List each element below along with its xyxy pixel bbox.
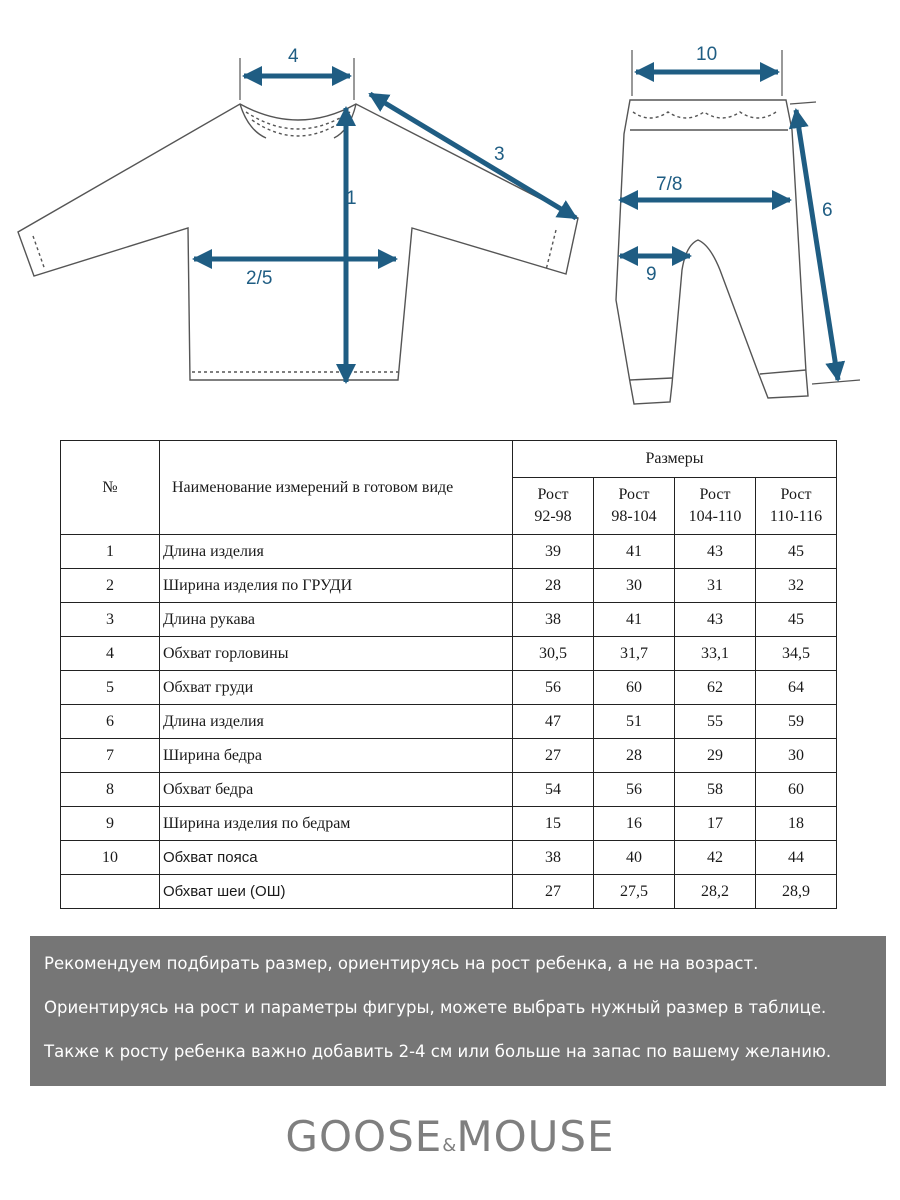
note-line: Ориентируясь на рост и параметры фигуры, можете выбрать нужный размер в таблице.	[44, 998, 827, 1017]
row-value: 29	[675, 739, 756, 773]
table-row	[61, 603, 837, 637]
row-value: 15	[513, 807, 594, 841]
row-value: 59	[756, 705, 837, 739]
note-line: Также к росту ребенка важно добавить 2-4 см или больше на запас по вашему желанию.	[44, 1042, 832, 1061]
row-value: 41	[594, 535, 675, 569]
row-name: Обхват пояса	[160, 841, 513, 875]
row-value: 27	[513, 739, 594, 773]
label-1: 1	[346, 188, 357, 209]
row-number: 1	[61, 535, 160, 569]
brand-logo	[0, 1112, 900, 1161]
row-name: Ширина бедра	[160, 739, 513, 773]
row-value: 17	[675, 807, 756, 841]
label-10: 10	[696, 44, 718, 65]
row-value: 43	[675, 603, 756, 637]
size-table	[60, 440, 837, 909]
header-name: Наименование измерений в готовом виде	[160, 441, 513, 535]
row-number: 3	[61, 603, 160, 637]
row-value: 60	[594, 671, 675, 705]
row-value: 31	[675, 569, 756, 603]
row-name: Длина рукава	[160, 603, 513, 637]
row-value: 51	[594, 705, 675, 739]
label-7-8: 7/8	[656, 174, 683, 195]
row-value: 64	[756, 671, 837, 705]
row-value: 18	[756, 807, 837, 841]
row-name: Обхват бедра	[160, 773, 513, 807]
table-row	[61, 671, 837, 705]
row-name: Обхват горловины	[160, 637, 513, 671]
row-value: 56	[513, 671, 594, 705]
row-value: 28,2	[675, 875, 756, 909]
row-value: 62	[675, 671, 756, 705]
label-3: 3	[494, 144, 505, 165]
row-value: 32	[756, 569, 837, 603]
garment-measurement-diagram	[0, 0, 900, 420]
dimension-arrows	[194, 72, 838, 382]
row-value: 28,9	[756, 875, 837, 909]
arrow-3	[370, 94, 576, 218]
row-value: 40	[594, 841, 675, 875]
header-size-col: Рост 104-110	[675, 478, 756, 535]
table-row	[61, 569, 837, 603]
row-value: 43	[675, 535, 756, 569]
row-value: 60	[756, 773, 837, 807]
label-2-5: 2/5	[246, 268, 273, 289]
label-9: 9	[646, 264, 657, 285]
row-name: Обхват груди	[160, 671, 513, 705]
row-value: 34,5	[756, 637, 837, 671]
brand-right: MOUSE	[456, 1112, 615, 1161]
row-number: 9	[61, 807, 160, 841]
row-value: 28	[594, 739, 675, 773]
row-value: 45	[756, 535, 837, 569]
row-number: 7	[61, 739, 160, 773]
table-row	[61, 637, 837, 671]
row-value: 38	[513, 603, 594, 637]
label-6: 6	[822, 200, 833, 221]
row-value: 47	[513, 705, 594, 739]
row-value: 55	[675, 705, 756, 739]
table-row	[61, 875, 837, 909]
header-size-col: Рост 92-98	[513, 478, 594, 535]
table-row	[61, 807, 837, 841]
row-number	[61, 875, 160, 909]
row-name: Ширина изделия по ГРУДИ	[160, 569, 513, 603]
row-name: Длина изделия	[160, 705, 513, 739]
row-value: 44	[756, 841, 837, 875]
row-number: 2	[61, 569, 160, 603]
row-number: 6	[61, 705, 160, 739]
row-value: 30,5	[513, 637, 594, 671]
row-number: 8	[61, 773, 160, 807]
table-row	[61, 841, 837, 875]
label-4: 4	[288, 46, 299, 67]
table-row	[61, 773, 837, 807]
header-size-col: Рост 98-104	[594, 478, 675, 535]
table-row	[61, 705, 837, 739]
row-value: 38	[513, 841, 594, 875]
note-line: Рекомендуем подбирать размер, ориентируясь на рост ребенка, а не на возраст.	[44, 954, 759, 973]
row-value: 39	[513, 535, 594, 569]
table-row	[61, 739, 837, 773]
row-number: 10	[61, 841, 160, 875]
row-name: Длина изделия	[160, 535, 513, 569]
row-name: Обхват шеи (ОШ)	[160, 875, 513, 909]
row-value: 42	[675, 841, 756, 875]
row-name: Ширина изделия по бедрам	[160, 807, 513, 841]
row-number: 4	[61, 637, 160, 671]
header-sizes: Размеры	[513, 441, 837, 478]
row-value: 58	[675, 773, 756, 807]
brand-ampersand: &	[442, 1135, 457, 1156]
pants-drawing	[616, 100, 808, 404]
row-value: 30	[756, 739, 837, 773]
row-value: 28	[513, 569, 594, 603]
table-row	[61, 535, 837, 569]
row-value: 16	[594, 807, 675, 841]
header-size-col: Рост 110-116	[756, 478, 837, 535]
row-value: 30	[594, 569, 675, 603]
row-value: 54	[513, 773, 594, 807]
row-value: 56	[594, 773, 675, 807]
row-number: 5	[61, 671, 160, 705]
row-value: 31,7	[594, 637, 675, 671]
header-number: №	[61, 441, 160, 535]
row-value: 41	[594, 603, 675, 637]
row-value: 45	[756, 603, 837, 637]
row-value: 27	[513, 875, 594, 909]
brand-left: GOOSE	[285, 1112, 443, 1161]
recommendation-note	[30, 936, 886, 1086]
row-value: 27,5	[594, 875, 675, 909]
arrow-6	[796, 110, 838, 380]
row-value: 33,1	[675, 637, 756, 671]
